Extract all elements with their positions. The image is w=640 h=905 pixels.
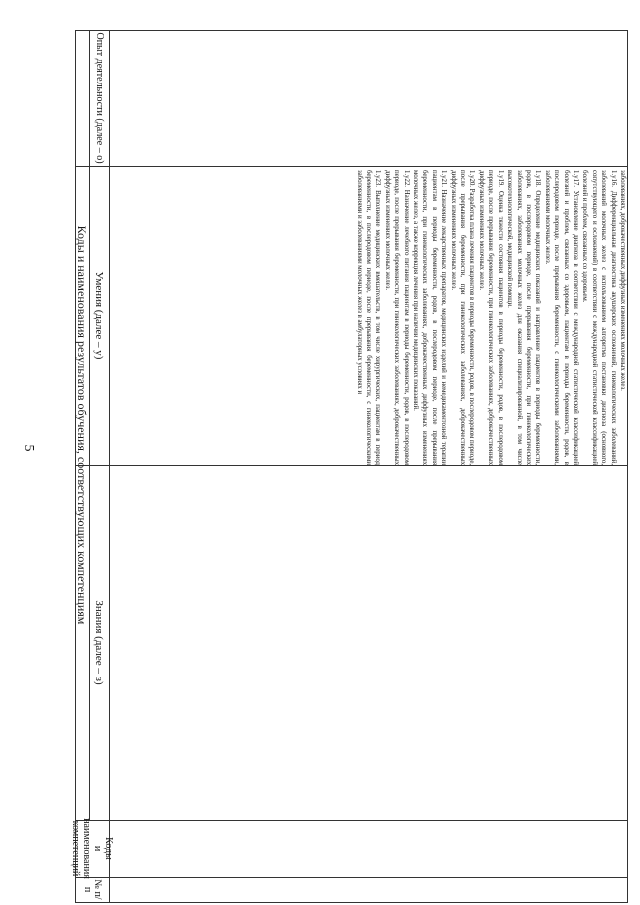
divider-header-main — [109, 30, 110, 903]
table-border-top — [75, 30, 628, 31]
skills-cell — [111, 168, 627, 465]
skills-paragraph: 1.у17. Установление диагноза в соответствии с международной статистической классификацией болезней и проблем, связанных со здоровьем, пациентам в периоды беременности, родов, в послеродовом периоде, после прерывания беременности, с гинекологическими заболеваниями, заболеваниями молочных желез. — [543, 170, 579, 465]
header-codes — [70, 818, 114, 879]
header-codes-line1: Коды — [103, 837, 114, 860]
header-codes-line2: и наименования — [81, 818, 103, 879]
table-border-bottom — [75, 902, 628, 903]
skills-paragraph: 1.у23. Выполнение медицинских вмешательств, в том числе хирургических, пациентам в период беременности, в послеродовом периоде, после прерывания беременности, с гинекологическими заболеваниями и заболеваниями молочных желез в амбулаторных условиях и — [355, 170, 382, 465]
skills-paragraph: заболеваниях, доброкачественных диффузных изменениях молочных желез. — [619, 170, 626, 391]
skills-paragraph: 1.у20. Разработка плана лечения пациентов в периоды беременности, родов, в послеродовом периоде, после прерывания беременности, при гинекологических заболеваниях, доброкачественных диффузных изменениях молочных желез. — [449, 170, 476, 465]
header-group-title: Коды и наименования результатов обучения, соответствующих компетенциям — [75, 225, 89, 625]
skills-paragraph: 1.у22. Назначение лечебного питания пациентам в периоды беременности, родов, в послеродовом периоде, после прерывания беременности, при гинекологических заболеваниях, доброкачественных диффузных изменениях молочных желез. — [383, 170, 410, 465]
skills-paragraph: 1.у18. Определение медицинских показаний и направление пациентов в периоды беременности, родов, в послеродовом периоде, после прерывания беременности, при гинекологических заболеваниях, заболеваниях молочных желез для оказания специализированной, в том числе высокотехнологической, медицинской помощи. — [506, 170, 542, 465]
divider-skills-knowledge — [75, 465, 628, 466]
divider-codes-num — [75, 877, 628, 878]
header-experience — [89, 30, 109, 166]
page-number: 5 — [21, 444, 36, 452]
header-experience-label: Опыт деятельности (далее – о) — [94, 32, 105, 164]
competency-table — [70, 30, 628, 903]
header-skills: Умения (далее – у) — [93, 271, 105, 360]
header-num: № п/п — [82, 879, 103, 900]
header-codes-line3: компетенций — [70, 820, 81, 877]
skills-paragraph: 1.у19. Оценка тяжести состояния пациентов в периоды беременности, родов, в послеродовом периоде, после прерывания беременности, при гинекологических заболеваниях, доброкачественных диффузных изменениях молочных желез. — [477, 170, 504, 465]
divider-experience-skills — [75, 166, 628, 167]
table-border-right — [627, 30, 628, 903]
skills-paragraph: 1.у21. Назначение лекарственных препаратов, медицинских изделий и немедикаментозной терапии пациентам в периоды беременности, родов, в послеродовом периоде, после прерывания беременности, при гинекологических заболеваниях, доброкачественных диффузных изменениях молочных желез, а также коррекция лечения при наличии медицинских показаний. — [412, 170, 448, 465]
divider-knowledge-codes — [75, 820, 628, 821]
skills-paragraph: 1.у16. Дифференциальная диагностика акушерских осложнений, гинекологических заболеваний, заболеваний молочных желез с использованием алгоритма постановки диагноза (основного, сопутствующего и осложнений) в соответствии с международной статистической классификацией болезней и проблем, связанных со здоровьем. — [581, 170, 617, 465]
header-knowledge: Знания (далее – з) — [93, 600, 105, 685]
